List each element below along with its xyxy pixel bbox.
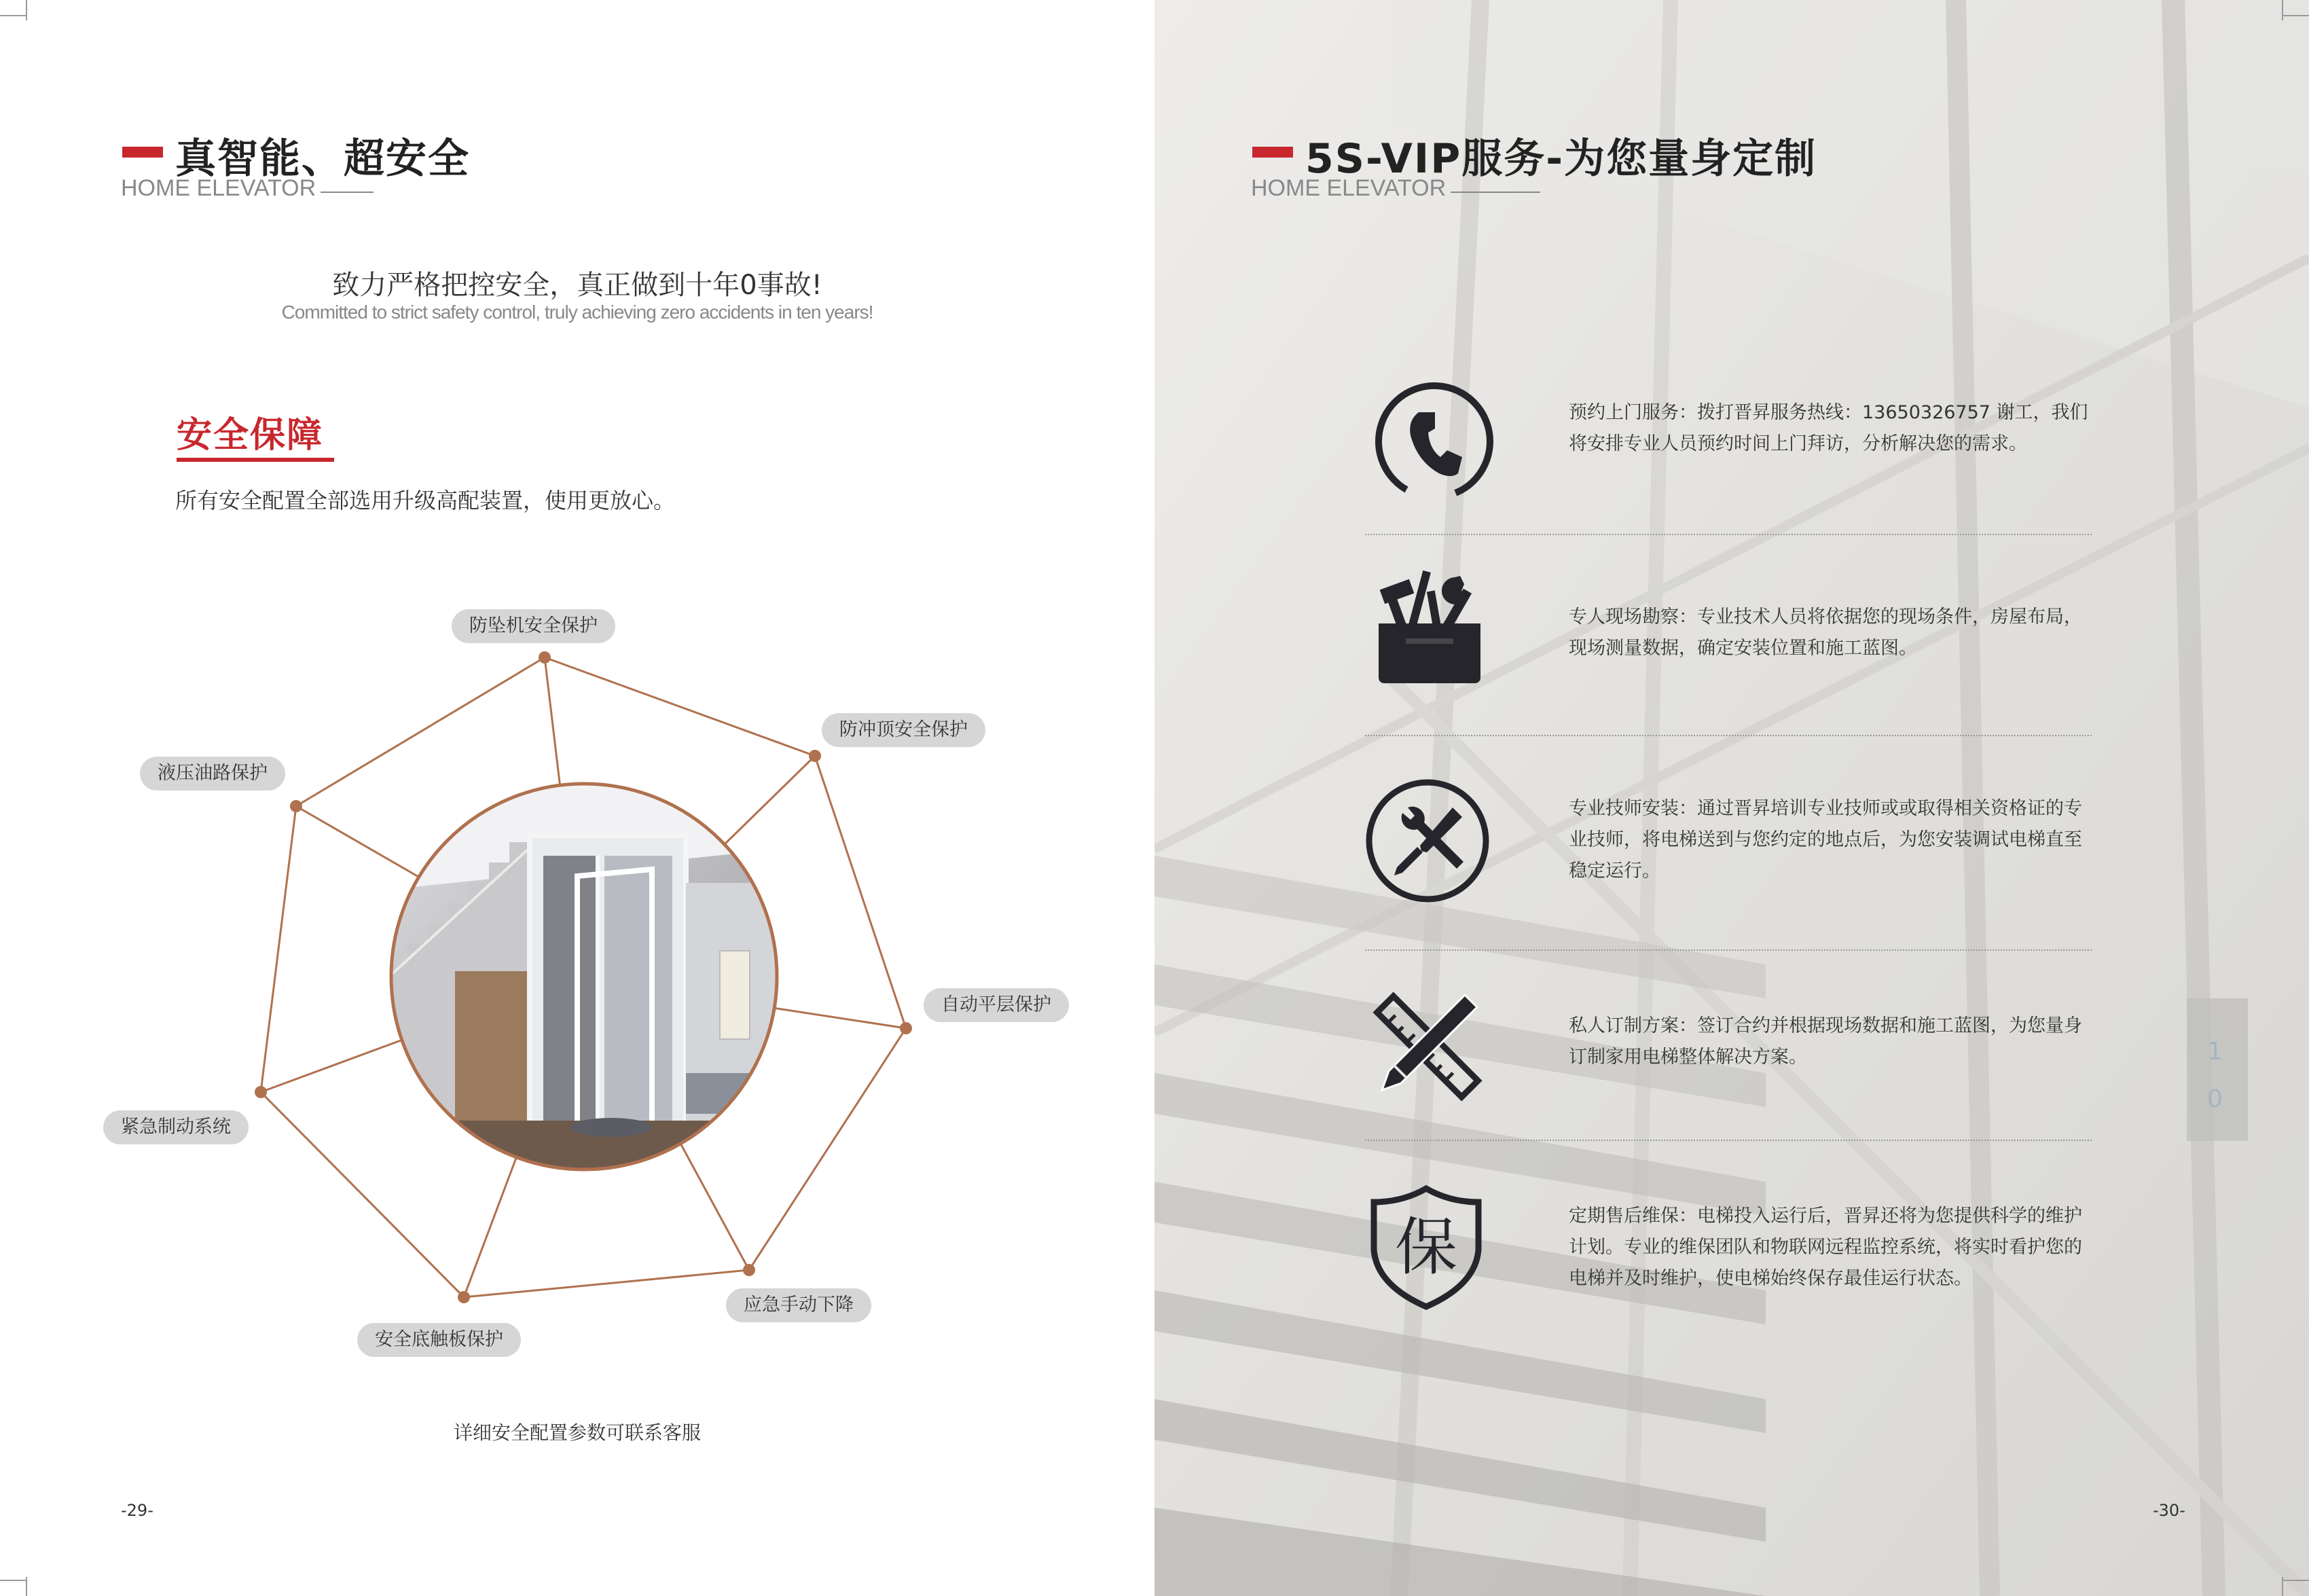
wrench-screwdriver-icon [1363,776,1492,905]
service-description: 专业技师安装：通过晋昇培训专业技师或或取得相关资格证的专业技师，将电梯送到与您约定的地点后，为您安装调试电梯直至稳定运行。 [1569,798,2082,882]
safety-description: 所有安全配置全部选用升级高配装置，使用更放心。 [175,488,676,513]
node-dot [458,1291,470,1303]
section-subtitle: HOME ELEVATOR [1251,175,1447,201]
slogan-english: Committed to strict safety control, truly achieving zero accidents in ten years! [281,302,873,323]
page-number: -29- [121,1501,153,1520]
service-description: 预约上门服务：拨打晋昇服务热线：13650326757 谢工，我们将安排专业人员预约时间上门拜访，分析解决您的需求。 [1569,402,2088,454]
service-divider [1365,735,2092,736]
feature-pill: 防冲顶安全保护 [822,713,985,747]
right-page [1154,0,2309,1596]
service-description: 私人订制方案：签订合约并根据现场数据和施工蓝图，为您量身订制家用电梯整体解决方案。 [1569,1015,2082,1068]
crop-mark [2282,15,2309,16]
section-header-bar [1252,147,1293,158]
shield-character: 保 [1394,1211,1458,1284]
node-dot [539,651,551,664]
page-number: -30- [2153,1501,2185,1520]
phone-icon [1370,377,1499,506]
crop-mark [2282,1580,2309,1581]
crop-mark [2282,1577,2283,1596]
slogan-chinese: 致力严格把控安全，真正做到十年0事故! [332,270,822,301]
section-subtitle: HOME ELEVATOR [121,175,316,201]
left-page [0,0,1154,1596]
feature-pill: 自动平层保护 [924,988,1069,1022]
node-dot [743,1264,755,1276]
feature-pill: 防坠机安全保护 [452,609,615,643]
feature-pill: 应急手动下降 [726,1288,871,1322]
service-description: 定期售后维保：电梯投入运行后，晋昇还将为您提供科学的维护计划。专业的维保团队和物联网远程监控系统，将实时看护您的电梯并及时维护，使电梯始终保存最佳运行状态。 [1569,1205,2082,1289]
panel-digit: 0 [2207,1085,2223,1113]
ruler-pencil-icon [1362,981,1491,1110]
feature-pill: 液压油路保护 [140,757,285,791]
node-dot [255,1086,267,1098]
service-divider [1365,949,2092,951]
node-dot [900,1022,912,1034]
service-divider [1365,1140,2092,1141]
toolbox-icon [1365,557,1494,686]
footnote: 详细安全配置参数可联系客服 [453,1421,701,1444]
safety-network-diagram [0,0,1154,1596]
elevator-panel [2187,998,2248,1141]
crop-mark [2282,0,2283,20]
shield-icon [1362,1182,1491,1311]
service-divider [1365,534,2092,535]
feature-pill: 紧急制动系统 [103,1110,249,1144]
node-dot [809,750,821,762]
service-description: 专人现场勘察：专业技术人员将依据您的现场条件，房屋布局，现场测量数据，确定安装位置和施工蓝图。 [1569,606,2082,659]
node-dot [290,800,302,812]
section-title: 5S-VIP服务-为您量身定制 [1305,135,1817,183]
section-subtitle-line [1451,192,1540,193]
section-title: 真智能、超安全 [175,135,470,183]
safety-title: 安全保障 [177,415,324,456]
panel-digit: 1 [2207,1038,2223,1066]
feature-pill: 安全底触板保护 [357,1323,521,1357]
